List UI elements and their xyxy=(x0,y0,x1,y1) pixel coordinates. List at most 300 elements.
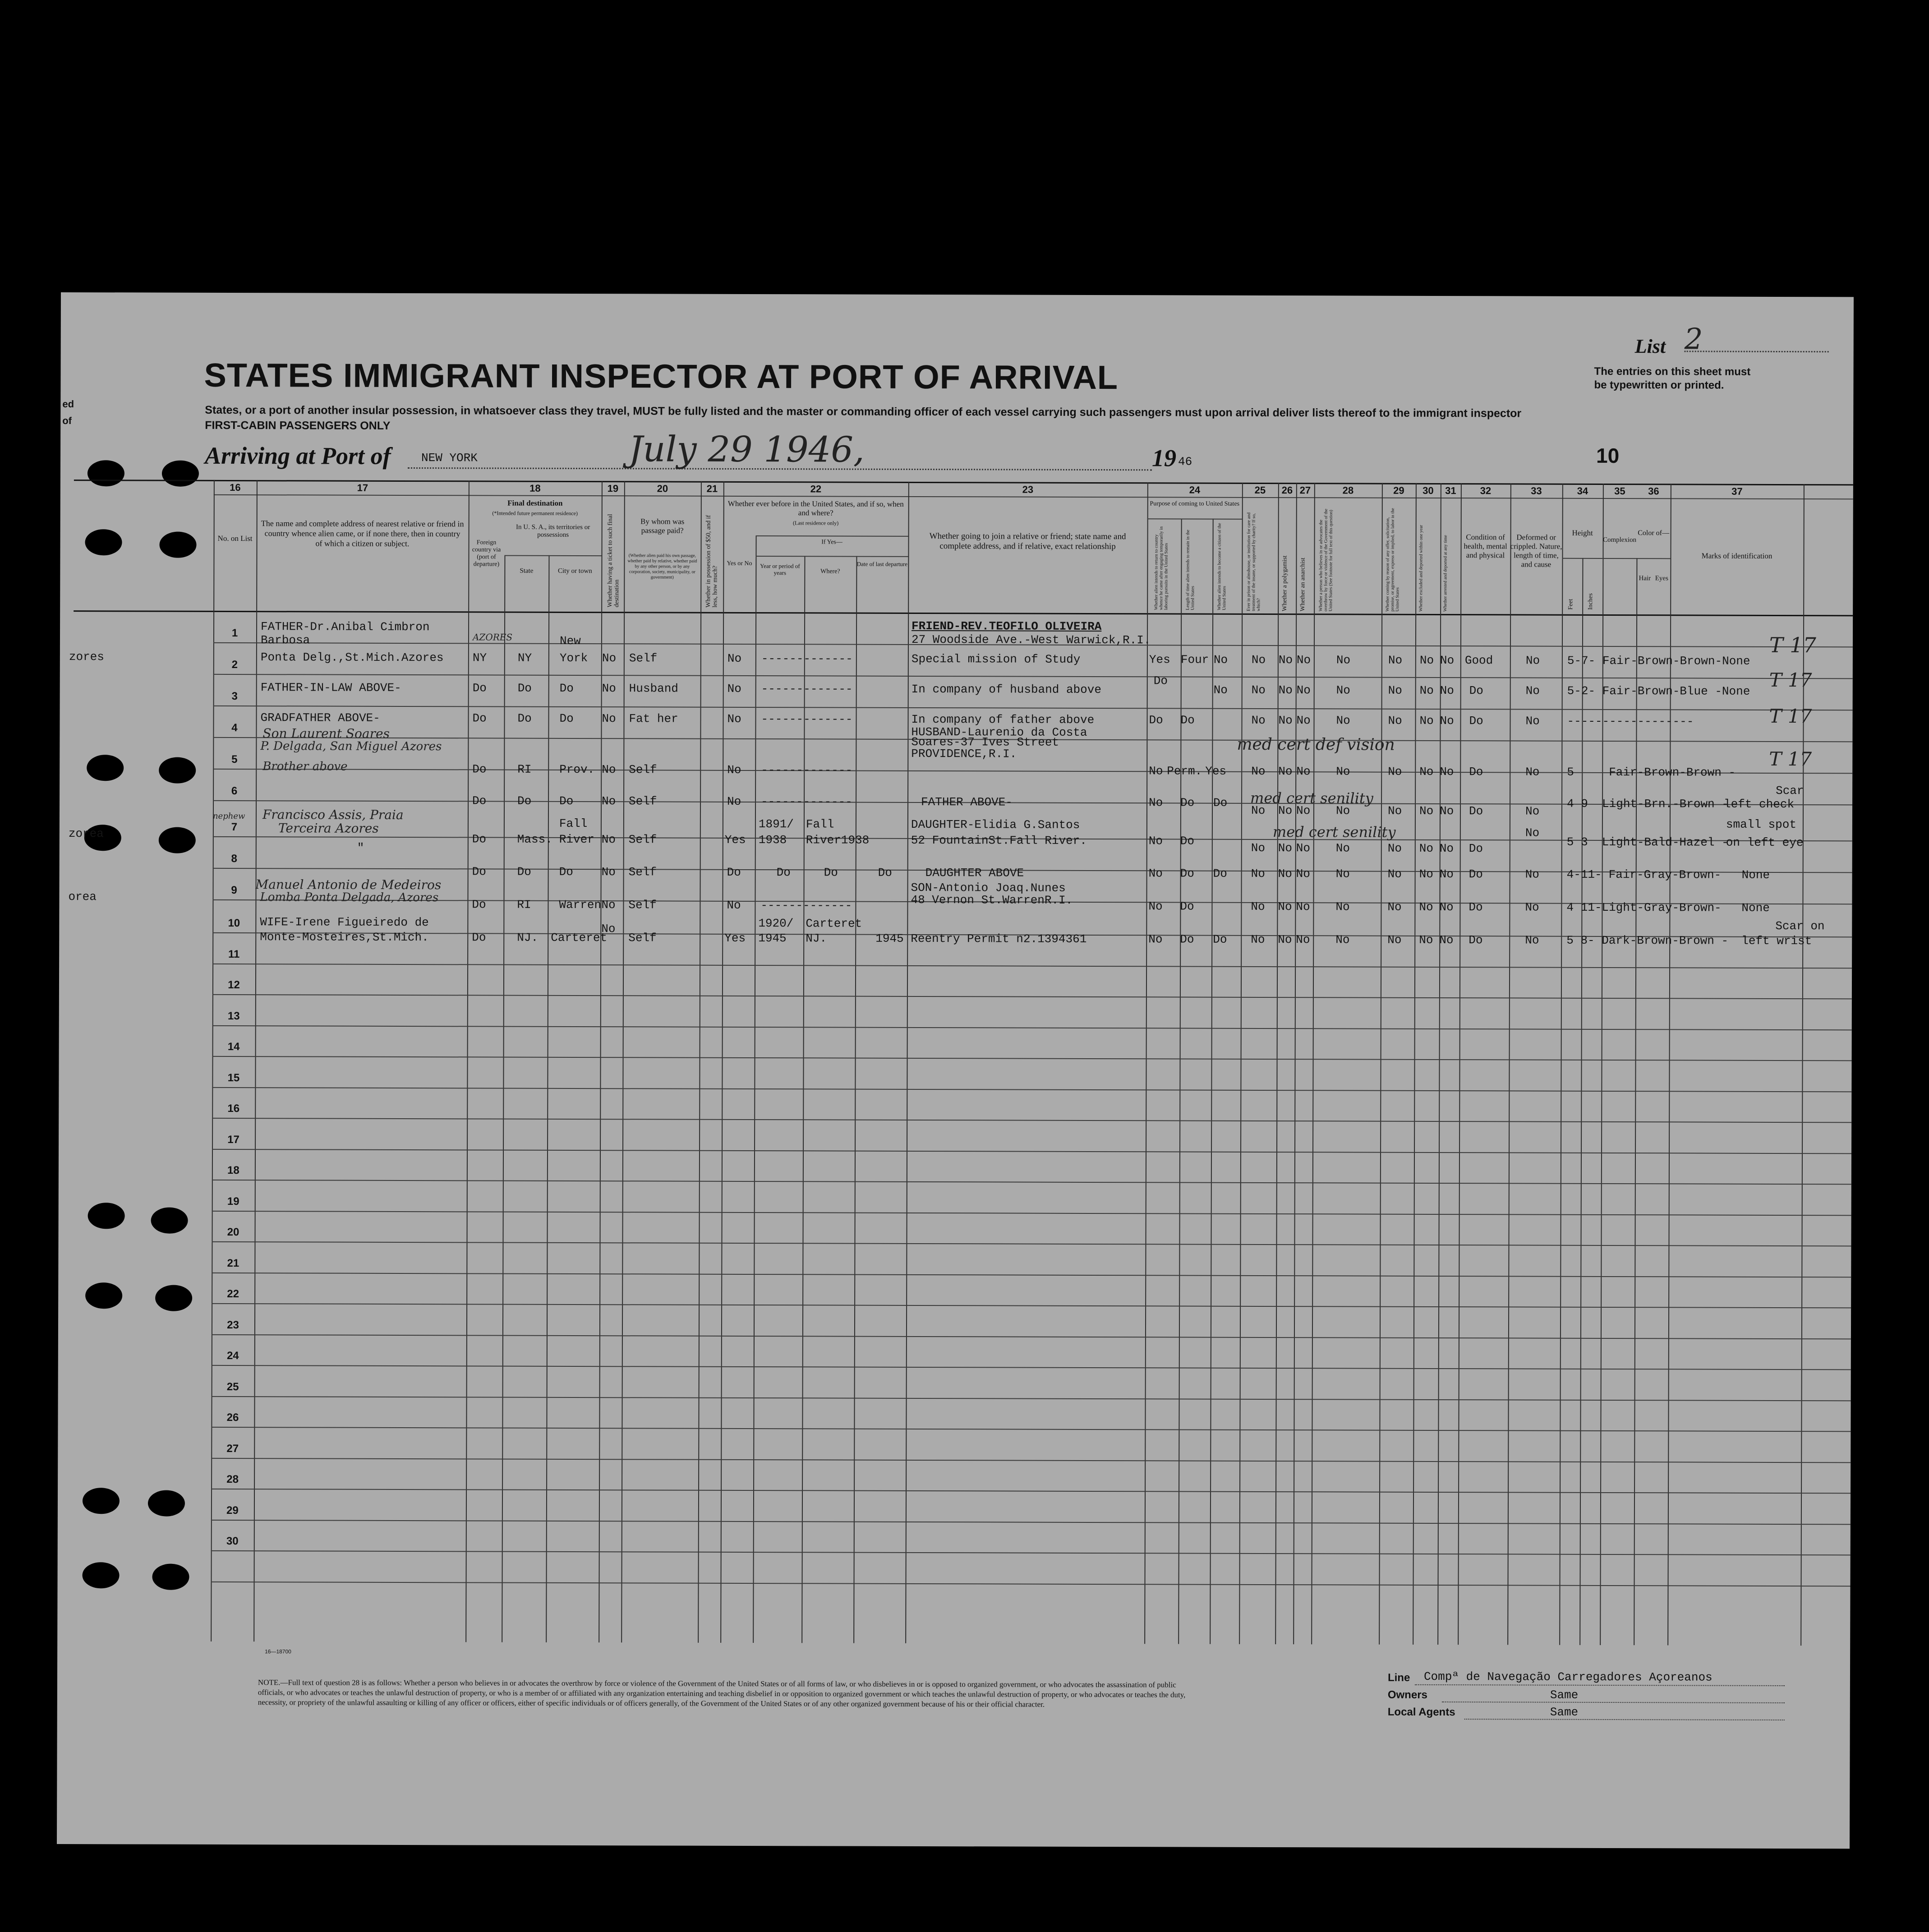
row8-state: RI xyxy=(517,898,531,912)
row6-city-2: River xyxy=(559,832,594,847)
header-rule xyxy=(756,535,908,537)
line-number: 27 xyxy=(226,1442,239,1455)
row7-c31: No xyxy=(1439,867,1454,881)
row9-deformed: No xyxy=(1525,933,1539,947)
row5-c27: No xyxy=(1296,804,1311,818)
row9-city: Carteret xyxy=(551,931,608,945)
partial-left-cell: zorea xyxy=(68,827,104,841)
row-rule xyxy=(211,1550,1851,1556)
row7-mark: None xyxy=(1741,868,1770,882)
header-rule xyxy=(1147,518,1242,520)
row6-c27: No xyxy=(1296,841,1311,855)
row6-desc-2: small spot xyxy=(1726,817,1796,832)
row6-c24: No xyxy=(1148,834,1163,848)
col28-header: Whether a person who believes in or advocates the overthrow by force or violence of the Government of the United States (See footnote for full text of this question) xyxy=(1318,508,1334,612)
col24b-header: Length of time alien intends to remain in the United States xyxy=(1185,530,1196,610)
row9-relative: WIFE-Irene Figueiredo de xyxy=(260,915,429,930)
row9-health: Do xyxy=(1469,933,1483,947)
row9-date: 1945 xyxy=(875,931,904,945)
col18-header: Final destination xyxy=(507,498,563,507)
col32-header: Condition of health, mental and physical xyxy=(1464,533,1507,560)
col22-where: Where? xyxy=(820,568,840,575)
column-number: 26 xyxy=(1281,484,1293,496)
row-rule xyxy=(212,1118,1851,1123)
col18-state: State xyxy=(520,567,534,575)
line-number: 30 xyxy=(226,1535,239,1548)
row3-c29: No xyxy=(1388,714,1402,728)
row7-paid: Self xyxy=(628,865,657,879)
header-rule xyxy=(755,556,908,557)
line-number: 19 xyxy=(227,1195,239,1208)
row3-city: Do xyxy=(559,711,574,725)
row2-c27: No xyxy=(1296,683,1311,697)
row8-via: Do xyxy=(472,898,486,912)
row-rule xyxy=(212,1149,1851,1154)
row6-c25: No xyxy=(1251,841,1266,855)
row-rule xyxy=(213,674,1853,679)
row1-c30: No xyxy=(1419,653,1434,667)
row4-join-2: Soares-37 Ives Street xyxy=(911,735,1059,749)
row8-c24b: Do xyxy=(1180,899,1194,913)
row5-join: FATHER ABOVE- xyxy=(921,795,1013,809)
row7-year: Do xyxy=(776,866,791,880)
row6-relative-handwritten: Francisco Assis, Praia xyxy=(262,807,404,822)
row5-city: Do xyxy=(559,794,574,808)
row3-state: Do xyxy=(517,711,532,725)
entries-note xyxy=(1594,365,1750,392)
row1-c31: No xyxy=(1440,654,1455,668)
row8-c31: No xyxy=(1439,900,1454,914)
row7-date: Do xyxy=(878,866,892,880)
col24c-header: Whether alien intends to become a citizen of the United States xyxy=(1217,523,1227,610)
row8-mark: None xyxy=(1741,901,1770,915)
row8-c25: No xyxy=(1251,899,1265,913)
column-line xyxy=(905,482,909,1643)
line-number: 10 xyxy=(228,917,240,930)
row6-join-2: 52 FountainSt.Fall River. xyxy=(911,833,1087,848)
header-rule xyxy=(1602,558,1670,559)
row1-relative-2: Barbosa xyxy=(260,633,310,647)
row9-c24b: Do xyxy=(1180,932,1194,946)
line-number: 5 xyxy=(231,753,238,766)
row6-city: Fall xyxy=(559,816,588,831)
row1-state: NY xyxy=(517,651,532,665)
column-number: 35 xyxy=(1614,485,1625,497)
row8-paid: Self xyxy=(628,898,657,912)
row3-health: Do xyxy=(1469,714,1483,728)
row3-join: In company of father above xyxy=(911,712,1095,727)
row9-relative-2: Monte-Mosteires,St.Mich. xyxy=(260,930,429,945)
column-number: 25 xyxy=(1254,484,1266,496)
row3-c30: No xyxy=(1419,714,1434,728)
col37-header: Marks of identification xyxy=(1701,551,1772,560)
row4-city: Prov. xyxy=(559,762,595,777)
row5-dash: ------------- xyxy=(761,795,852,809)
column-number: 30 xyxy=(1423,484,1434,496)
list-value: 2 xyxy=(1684,323,1703,356)
column-number: 33 xyxy=(1531,485,1542,497)
col34-feet: Feet xyxy=(1567,599,1575,610)
row2-relative: FATHER-IN-LAW ABOVE- xyxy=(260,681,401,695)
row5-health: Do xyxy=(1469,804,1483,818)
column-number: 20 xyxy=(657,483,668,494)
row3-c28: No xyxy=(1336,714,1350,728)
column-number: 16 xyxy=(230,481,241,493)
col36-header: Color of— xyxy=(1638,529,1670,537)
line-number: 7 xyxy=(231,821,238,834)
row7-join: DAUGHTER ABOVE xyxy=(925,866,1024,880)
row4-c26: No xyxy=(1278,765,1293,779)
port-value: NEW YORK xyxy=(421,451,478,465)
row6-c26: No xyxy=(1278,841,1293,855)
row2-city: Do xyxy=(559,681,574,695)
row-rule xyxy=(213,769,1852,774)
line-number: 12 xyxy=(228,978,240,991)
row5-ticket: No xyxy=(602,794,616,808)
row1-c24: Yes xyxy=(1149,653,1170,667)
column-number: 22 xyxy=(810,483,822,495)
row6-c30: No xyxy=(1419,841,1434,855)
row3-ticket: No xyxy=(602,712,616,726)
column-line xyxy=(253,480,258,1642)
row6-c29: No xyxy=(1387,841,1402,855)
col19-header: Whether having a ticket to such final destination xyxy=(607,514,621,608)
row1-city: New xyxy=(559,634,581,648)
row-rule xyxy=(212,1365,1851,1370)
row2-c30: No xyxy=(1419,683,1434,697)
line-number: 29 xyxy=(226,1504,239,1517)
row4-desc: Fair-Brown-Brown - xyxy=(1609,765,1736,779)
row2-c31: No xyxy=(1440,684,1454,698)
row4-mark: T 17 xyxy=(1769,747,1812,770)
row7-via: Do xyxy=(472,865,486,879)
row8-city: Warren xyxy=(559,898,602,912)
row5-paid: Self xyxy=(629,794,657,808)
owners-value: Same xyxy=(1550,1688,1579,1702)
row1-city-2: York xyxy=(559,651,588,665)
col24a-header: Whether alien intends to return to country whence he came after engaging temporarily in laboring pursuits in the United States xyxy=(1154,526,1169,610)
row2-c25: No xyxy=(1251,683,1266,697)
row2-dash: ------------- xyxy=(761,682,853,696)
row1-mark: T 17 xyxy=(1769,632,1816,658)
header-rule xyxy=(1562,558,1602,559)
column-line xyxy=(1178,519,1182,1644)
row1-dash: ------------- xyxy=(761,652,853,666)
row3-relative: GRADFATHER ABOVE- xyxy=(260,711,380,725)
row9-via: Do xyxy=(472,931,486,945)
col22-yesno: Yes or No xyxy=(727,560,752,567)
col17-header: The name and complete address of nearest relative or friend in country whence alien came, or if none there, then in country of which a citizen or subject. xyxy=(261,519,464,549)
row2-c24: Do xyxy=(1153,674,1168,688)
column-number: 34 xyxy=(1577,485,1588,497)
row7-c25: No xyxy=(1251,867,1265,881)
column-line xyxy=(1379,483,1383,1645)
row5-height: 4 9 xyxy=(1567,797,1588,811)
row1-deformed: No xyxy=(1525,654,1540,668)
manifest-sheet xyxy=(57,292,1854,1849)
line-number: 28 xyxy=(226,1473,239,1486)
row5-before: No xyxy=(727,794,741,808)
col20-note: (Whether alien paid his own passage, whether paid by relative, whether paid by any other person, or by any corporation, society, municipality, or government) xyxy=(627,553,697,580)
row1-c27: No xyxy=(1296,653,1311,667)
row9-join: Reentry Permit n2.1394361 xyxy=(911,931,1087,946)
row9-ticket: No xyxy=(601,922,616,936)
row7-ticket: No xyxy=(601,865,616,879)
row1-c24b: Four xyxy=(1180,653,1209,667)
col34-header: Height xyxy=(1572,528,1593,537)
col36-eyes: Eyes xyxy=(1655,575,1668,582)
row4-paid: Self xyxy=(629,763,657,777)
line-number: 16 xyxy=(227,1102,240,1115)
col30-header: Whether excluded and deported within one year xyxy=(1418,525,1424,612)
row6-c28: No xyxy=(1335,841,1350,855)
row5-c30: No xyxy=(1419,804,1434,818)
row6-c24b: Do xyxy=(1180,834,1195,848)
row3-c24: Do xyxy=(1149,713,1163,727)
row6-height: 5 3 xyxy=(1566,835,1588,849)
row8-desc: Light-Gray-Brown- xyxy=(1602,900,1722,915)
row9-c24c: Do xyxy=(1213,932,1227,946)
row7-c24b: Do xyxy=(1180,867,1194,881)
row5-c24c: Do xyxy=(1213,796,1228,810)
row9-c31: No xyxy=(1439,933,1454,947)
col33-header: Deformed or crippled. Nature, length of time, and cause xyxy=(1510,533,1562,569)
row3-c27: No xyxy=(1296,714,1311,728)
form-instructions: States, or a port of another insular possession, in whatsoever class they travel, MUST be fully listed and the master or commanding officer of each vessel carrying such passengers must upon arrival deliver lists thereof to the immigrant inspector xyxy=(205,403,1522,420)
row-rule xyxy=(212,1273,1851,1278)
row1-relative: FATHER-Dr.Anibal Cimbron xyxy=(261,620,430,634)
row6-year-2: 1938 xyxy=(758,833,787,847)
partial-left-cell: zores xyxy=(69,650,104,664)
line-field xyxy=(1415,1684,1785,1686)
row7-deformed: No xyxy=(1525,867,1539,881)
row1-relative-3: Ponta Delg.,St.Mich.Azores xyxy=(260,650,444,665)
col31-header: Whether arrested and deported at any time xyxy=(1443,535,1448,612)
row2-mark: T 17 xyxy=(1769,669,1812,692)
row6-relative-handwritten-2: Terceira Azores xyxy=(278,821,379,836)
row-rule xyxy=(211,1427,1851,1432)
question-28-footnote: NOTE.—Full text of question 28 is as follows: Whether a person who believes in or advocates the overthrow by force or violence of the Government of the United States or of all forms of law, or who disbelieves in or is opposed to organized government, or who advocates the assassination of public officials, or who advocates or teaches the unlawful destruction of property, or who is a member of or affiliated with any organization entertaining and teaching disbelief in or opposition to organized government or which teaches the unlawful destruction of property, or who advocates or teaches the duty, necessity, or propriety of the unlawful assaulting or killing of any officer or officers, either of specific individuals or of officers generally, of the Government of the United States or of any other organized government because of his or their official character. xyxy=(258,1678,1186,1709)
row2-health: Do xyxy=(1469,684,1483,698)
row4-c24c: Yes xyxy=(1205,764,1227,778)
col36-hair: Hair xyxy=(1639,575,1651,582)
row4-relative-handwritten: Son Laurent Soares xyxy=(262,726,390,741)
row5-relative-handwritten: Brother above xyxy=(262,760,348,774)
line-number: 21 xyxy=(227,1257,239,1270)
col22-header: Whether ever before in the United States, and if so, when and where? xyxy=(727,499,904,517)
row4-c28: No xyxy=(1336,765,1350,779)
row6-where-2: River1938 xyxy=(806,833,870,847)
col25-header: Ever in prison or almshouse, or institution for care and treatment of the insane, or supported by charity? If so, which? xyxy=(1246,512,1261,611)
column-number: 37 xyxy=(1731,485,1743,497)
line-number: 4 xyxy=(231,721,238,734)
row1-c28: No xyxy=(1336,653,1351,667)
row3-c25: No xyxy=(1251,713,1266,727)
owners-label: Owners xyxy=(1387,1688,1427,1701)
row1-ticket: No xyxy=(602,651,617,665)
row3-c31: No xyxy=(1440,714,1454,728)
row9-c24: No xyxy=(1148,932,1163,946)
row9-desc-2: left wrist xyxy=(1741,934,1812,948)
row-rule xyxy=(212,1025,1852,1031)
row4-state: RI xyxy=(517,762,532,776)
row2-c24c: No xyxy=(1213,683,1228,697)
col22-note: (Last residence only) xyxy=(792,520,839,526)
row-rule xyxy=(211,1582,1851,1587)
column-number: 31 xyxy=(1445,485,1456,497)
row8-c28: No xyxy=(1335,900,1350,914)
col18-foreign: Foreign country via (port of departure) xyxy=(472,539,501,568)
row4-c29: No xyxy=(1388,765,1402,779)
column-number: 21 xyxy=(706,483,718,494)
row5-c25: No xyxy=(1251,803,1266,817)
col16-header: No. on List xyxy=(217,534,253,543)
row5-handwritten-note: med cert senility xyxy=(1250,789,1373,807)
row1-via: NY xyxy=(472,651,487,665)
row6-year: 1891/ xyxy=(758,817,794,831)
row4-c24: No xyxy=(1149,764,1163,778)
year-suffix: 46 xyxy=(1178,455,1192,469)
column-line xyxy=(502,555,505,1642)
column-line xyxy=(720,481,724,1643)
row1-join: FRIEND-REV.TEOFILO OLIVEIRA xyxy=(912,619,1102,634)
column-line xyxy=(621,481,625,1642)
row6-before: Yes xyxy=(724,833,746,847)
row9-where-2: NJ. xyxy=(806,931,827,945)
row8-deformed: No xyxy=(1525,900,1539,914)
line-number: 1 xyxy=(231,627,238,640)
line-value: Compª de Navegação Carregadores Açoreanos xyxy=(1423,1669,1713,1684)
row2-height: 5-2- xyxy=(1567,684,1596,698)
row3-via: Do xyxy=(472,711,487,725)
line-number: 2 xyxy=(231,658,238,671)
row9-c30: No xyxy=(1419,933,1433,947)
column-line xyxy=(1239,483,1243,1644)
page-number: 10 xyxy=(1596,443,1620,468)
row4-relative-handwritten-2: P. Delgada, San Miguel Azores xyxy=(260,739,442,754)
row5-desc-2: left check xyxy=(1724,797,1795,812)
line-number: 9 xyxy=(231,884,237,897)
row8-c27: No xyxy=(1296,900,1310,914)
row9-height: 5 8- xyxy=(1566,933,1595,947)
row-rule xyxy=(212,1211,1851,1216)
row6-via: Do xyxy=(472,832,487,846)
column-number: 32 xyxy=(1480,485,1492,497)
row9-c27: No xyxy=(1296,933,1310,947)
row6-desc: Light-Bald-Hazel - xyxy=(1602,835,1729,849)
row4-health: Do xyxy=(1469,765,1483,779)
row7-c27: No xyxy=(1296,867,1310,881)
row3-deformed: No xyxy=(1525,714,1540,728)
row1-c29: No xyxy=(1388,653,1403,667)
row6-join: DAUGHTER-Elidia G.Santos xyxy=(911,817,1080,832)
row7-relative: " xyxy=(357,841,364,855)
row9-year: 1920/ xyxy=(758,917,794,931)
row5-via: Do xyxy=(472,794,487,808)
row9-year-2: 1945 xyxy=(758,931,787,945)
year-label: 19 xyxy=(1151,444,1177,472)
column-number: 23 xyxy=(1022,484,1034,495)
row4-c24b: Perm. xyxy=(1167,764,1202,778)
row2-before: No xyxy=(727,682,741,696)
row4-handwritten-note: med cert def vision xyxy=(1237,735,1395,754)
column-number: 28 xyxy=(1342,484,1354,496)
row1-join-2: 27 Woodside Ave.-West Warwick,R.I. xyxy=(911,632,1151,647)
line-number: 14 xyxy=(227,1040,240,1053)
row1-paid: Self xyxy=(629,651,658,665)
line-number: 3 xyxy=(231,690,238,703)
list-line xyxy=(1685,350,1829,352)
row2-paid: Husband xyxy=(629,682,678,696)
column-number: 29 xyxy=(1393,484,1404,496)
row4-height: 5 xyxy=(1567,765,1574,779)
line-number: 11 xyxy=(228,948,240,961)
row1-c26: No xyxy=(1278,653,1293,667)
row3-dash: ------------- xyxy=(761,712,853,726)
row7-where: Do xyxy=(824,866,838,880)
line-number: 18 xyxy=(227,1164,239,1177)
row8-ticket: No xyxy=(601,898,616,912)
line-number: 6 xyxy=(231,784,238,798)
row2-ticket: No xyxy=(602,682,616,696)
row8-c30: No xyxy=(1419,900,1433,914)
row-rule xyxy=(213,705,1853,711)
row1-before: No xyxy=(727,651,742,665)
row3-mark: T 17 xyxy=(1769,705,1812,728)
col18-city: City or town xyxy=(557,567,592,575)
col20-header: By whom was passage paid? xyxy=(640,517,685,535)
row6-state: Mass. xyxy=(517,832,552,846)
row4-via: Do xyxy=(472,762,487,776)
row5-desc: Light-Brn.-Brown - xyxy=(1602,797,1729,811)
form-title: STATES IMMIGRANT INSPECTOR AT PORT OF ARRIVAL xyxy=(204,356,1119,397)
row9-mark: Scar on xyxy=(1775,919,1825,933)
line-number: 15 xyxy=(227,1071,240,1084)
row6-prefix: nephew xyxy=(212,811,245,821)
row4-ticket: No xyxy=(602,763,616,777)
header-bottom-rule xyxy=(74,610,1853,616)
col22-ifyes: If Yes— xyxy=(821,539,842,546)
column-line xyxy=(1210,519,1214,1644)
row5-deformed: No xyxy=(1525,804,1540,818)
row2-c28: No xyxy=(1336,683,1350,697)
row3-paid: Fat her xyxy=(629,712,678,726)
row9-before: Yes xyxy=(724,931,746,945)
column-line xyxy=(1507,483,1511,1645)
partial-left-text: ed xyxy=(62,398,74,410)
column-line xyxy=(1458,483,1462,1645)
row8-height: 4 11- xyxy=(1566,900,1602,914)
row-rule xyxy=(212,1180,1851,1185)
row8-c24: No xyxy=(1148,899,1163,913)
row-rule xyxy=(212,1303,1851,1309)
row2-c29: No xyxy=(1388,683,1402,697)
column-number: 19 xyxy=(607,483,619,494)
row9-c26: No xyxy=(1278,933,1292,947)
row7-city: Do xyxy=(559,865,573,879)
column-line xyxy=(1559,484,1563,1645)
row4-c31: No xyxy=(1440,765,1454,779)
row1-height: 5-7- xyxy=(1567,654,1596,668)
row9-paid: Self xyxy=(628,931,657,945)
partial-left-cell: orea xyxy=(68,890,97,904)
col24-header: Purpose of coming to United States xyxy=(1150,500,1240,507)
column-number: 36 xyxy=(1648,485,1659,497)
col23-header: Whether going to join a relative or friend; state name and complete address, and if relative, exact relationship xyxy=(929,531,1126,552)
line-number: 13 xyxy=(227,1010,240,1023)
row5-c31: No xyxy=(1439,804,1454,818)
row6-ticket: No xyxy=(601,833,616,847)
